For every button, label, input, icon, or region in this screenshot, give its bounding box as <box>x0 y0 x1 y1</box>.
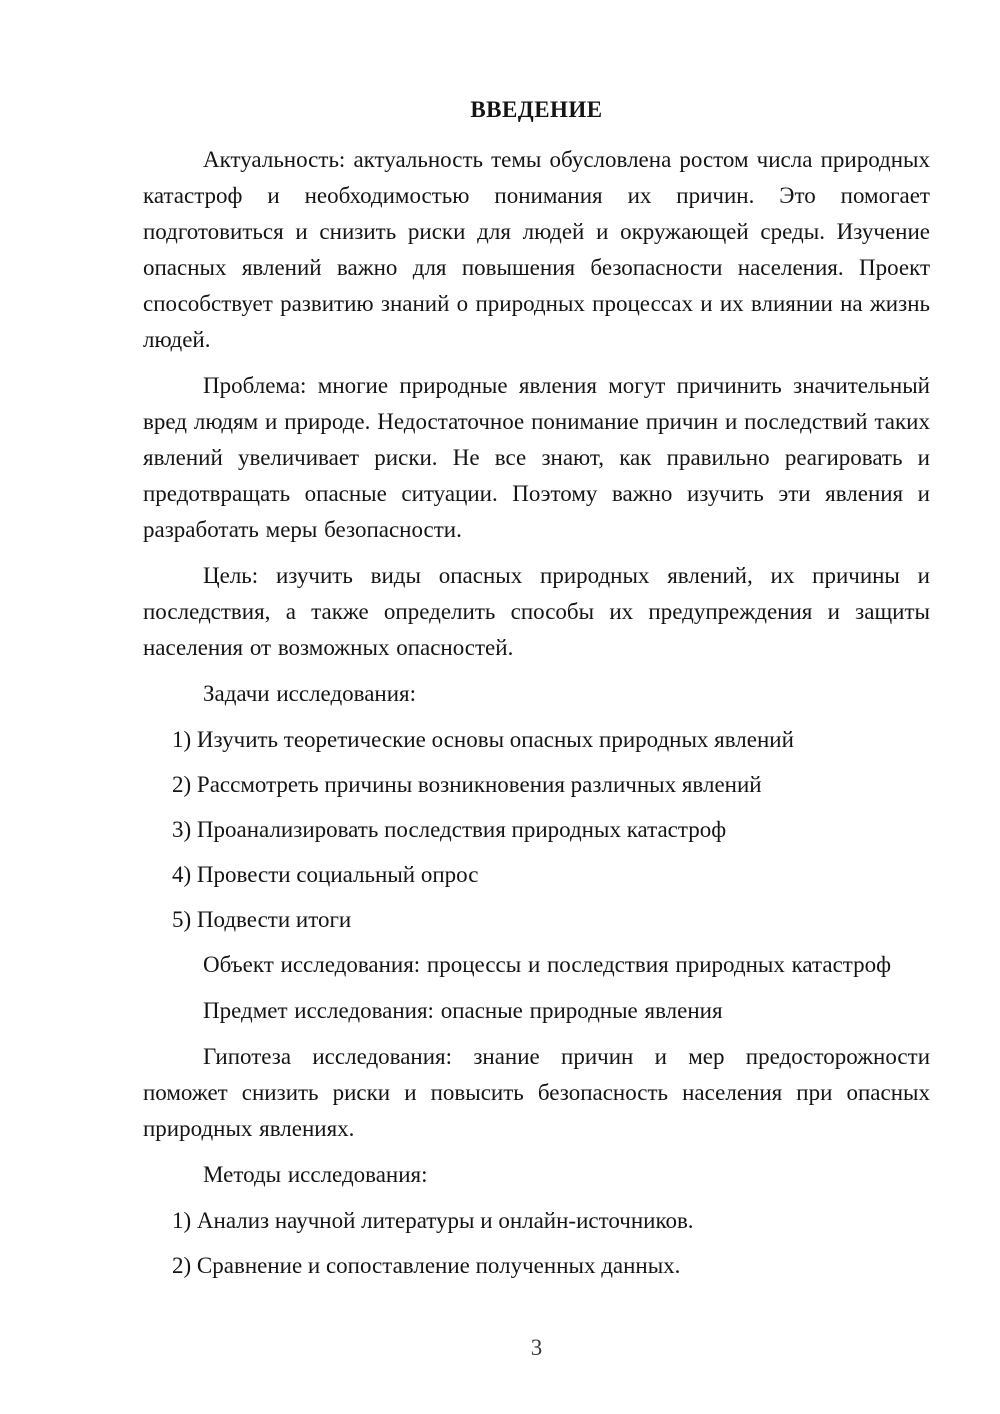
list-item: 1) Анализ научной литературы и онлайн-источников. <box>172 1208 694 1233</box>
list-item: 5) Подвести итоги <box>172 907 352 932</box>
paragraph-actuality: Актуальность: актуальность темы обусловлена ростом числа природных катастроф и необходимостью понимания их причин. Это помогает подготовиться и снизить риски для людей и окружающей среды. Изучение опасных явлений важно для повышения безопасности населения. Проект способствует развитию знаний о природных процессах и их влиянии на жизнь людей. <box>143 147 930 352</box>
paragraph-goal: Цель: изучить виды опасных природных явлений, их причины и последствия, а также определить способы их предупреждения и защиты населения от возможных опасностей. <box>143 563 930 660</box>
page-number: 3 <box>530 1335 543 1360</box>
methods-list <box>143 1203 930 1284</box>
list-item: 3) Проанализировать последствия природных катастроф <box>172 817 727 842</box>
paragraph-hypothesis: Гипотеза исследования: знание причин и мер предосторожности поможет снизить риски и повысить безопасность населения при опасных природных явлениях. <box>143 1044 930 1141</box>
page-title: ВВЕДЕНИЕ <box>470 97 603 122</box>
list-item: 2) Сравнение и сопоставление полученных данных. <box>172 1253 681 1278</box>
paragraph-object: Объект исследования: процессы и последствия природных катастроф <box>203 952 892 977</box>
tasks-list <box>143 722 930 938</box>
paragraph-problem: Проблема: многие природные явления могут причинить значительный вред людям и природе. Недостаточное понимание причин и последствий таких явлений увеличивает риски. Не все знают, как правильно реагировать и предотвращать опасные ситуации. Поэтому важно изучить эти явления и разработать меры безопасности. <box>143 373 930 542</box>
methods-heading: Методы исследования: <box>203 1162 428 1187</box>
tasks-heading: Задачи исследования: <box>203 681 417 706</box>
list-item: 1) Изучить теоретические основы опасных природных явлений <box>172 727 794 752</box>
list-item: 2) Рассмотреть причины возникновения различных явлений <box>172 772 762 797</box>
paragraph-subject: Предмет исследования: опасные природные явления <box>203 998 723 1023</box>
list-item: 4) Провести социальный опрос <box>172 862 479 887</box>
